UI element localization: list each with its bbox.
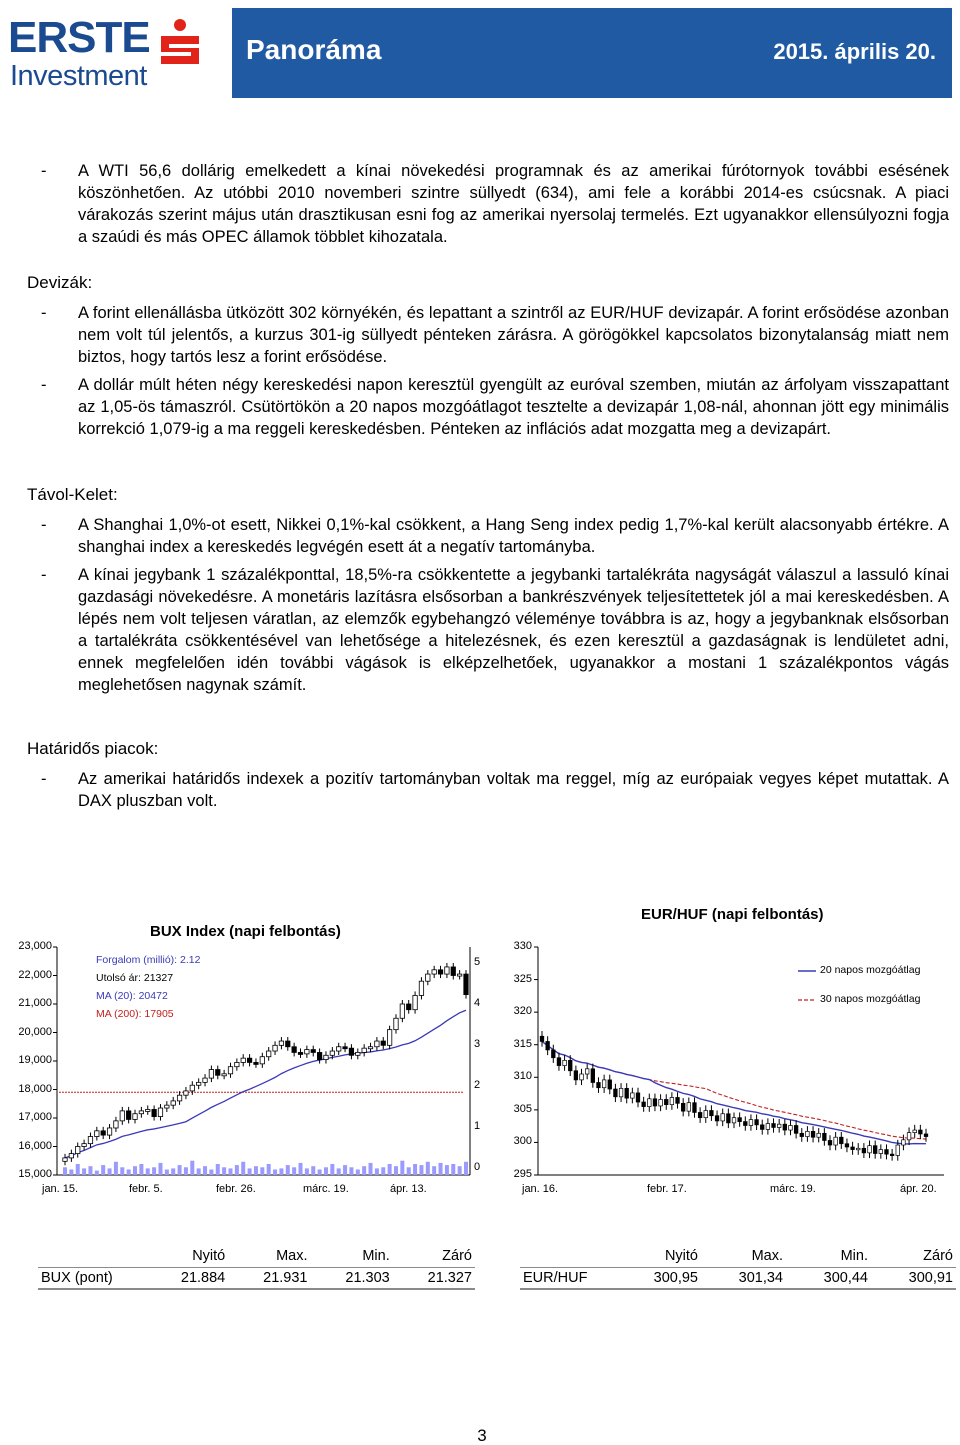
eurhuf-ma20-line — [542, 1041, 926, 1144]
bux-volume-bar — [165, 1170, 169, 1176]
bux-candle-body — [432, 970, 436, 974]
eurhuf-candle-body — [924, 1134, 928, 1137]
table-row: BUX (pont) 21.884 21.931 21.303 21.327 — [38, 1267, 475, 1289]
bux-volume-bar — [76, 1164, 80, 1175]
bux-volume-bar — [388, 1164, 392, 1175]
bux-candle-body — [69, 1154, 73, 1158]
bux-candle-body — [362, 1048, 366, 1052]
bux-volume-bar — [146, 1168, 150, 1175]
bux-volume-bar — [127, 1170, 131, 1176]
eurhuf-candle-body — [591, 1069, 595, 1083]
bux-volume-bar — [464, 1162, 468, 1175]
bux-candle-body — [311, 1050, 315, 1053]
eurhuf-candle-body — [721, 1114, 725, 1121]
bux-candle-body — [445, 967, 449, 974]
eurhuf-candle-body — [755, 1120, 759, 1125]
bux-candle-body — [216, 1070, 220, 1076]
bux-candle-body — [139, 1111, 143, 1114]
bux-volume-tick-label: 0 — [474, 1161, 481, 1173]
section-futures — [27, 738, 949, 818]
eurhuf-candle-body — [772, 1124, 776, 1128]
bux-volume-bar — [286, 1165, 290, 1175]
eurhuf-candle-body — [568, 1060, 572, 1070]
bux-chart-title: BUX Index (napi felbontás) — [150, 923, 341, 940]
bux-candle-body — [349, 1048, 353, 1055]
bux-volume-bar — [330, 1164, 334, 1175]
bux-volume-bar — [235, 1165, 239, 1175]
list-item: - Az amerikai határidős indexek a pozitív tartományban voltak ma reggel, míg az európaiak vegyes képet mutattak. A DAX pluszban volt. — [41, 770, 949, 810]
bux-quote-table — [38, 1245, 475, 1290]
eurhuf-candle-body — [659, 1099, 663, 1106]
bux-candle-body — [222, 1074, 226, 1076]
bux-candle-body — [228, 1067, 232, 1074]
eurhuf-candle-body — [823, 1133, 827, 1140]
bux-volume-bar — [228, 1168, 232, 1175]
bux-candle-body — [158, 1108, 162, 1117]
eurhuf-candle-body — [789, 1125, 793, 1130]
erste-investment-logo — [8, 14, 213, 96]
bux-legend-ma200: MA (200): 17905 — [96, 1008, 174, 1020]
eurhuf-candle-body — [585, 1069, 589, 1074]
eurhuf-candle-body — [913, 1130, 917, 1133]
eurhuf-candle-body — [636, 1093, 640, 1102]
bux-volume-bar — [63, 1167, 67, 1175]
eurhuf-candle-body — [715, 1116, 719, 1121]
bux-volume-bar — [197, 1168, 201, 1175]
eurhuf-candle-body — [845, 1144, 849, 1147]
eurhuf-candle-body — [743, 1122, 747, 1126]
bux-candle-body — [247, 1058, 251, 1062]
eurhuf-candle-body — [885, 1150, 889, 1155]
header-banner — [232, 8, 952, 98]
bux-volume-bar — [458, 1166, 462, 1175]
bux-x-tick-label: ápr. 13. — [390, 1183, 427, 1195]
bux-volume-bar — [324, 1167, 328, 1175]
bux-candle-body — [394, 1018, 398, 1029]
table-row: EUR/HUF 300,95 301,34 300,44 300,91 — [520, 1267, 956, 1289]
eurhuf-y-tick-label: 305 — [513, 1102, 532, 1115]
eurhuf-candle-body — [783, 1124, 787, 1130]
bux-volume-bar — [439, 1163, 443, 1175]
eurhuf-legend-ma20: 20 napos mozgóátlag — [820, 964, 921, 976]
bux-volume-bar — [222, 1167, 226, 1175]
section-far-east — [27, 484, 949, 702]
section-heading: Határidős piacok: — [27, 739, 159, 758]
bux-volume-bar — [254, 1166, 258, 1175]
bux-ma20-line — [65, 1010, 466, 1158]
eurhuf-candle-body — [862, 1148, 866, 1153]
bux-volume-bar — [432, 1166, 436, 1175]
bux-legend-volume: Forgalom (millió): 2.12 — [96, 954, 201, 966]
bux-candle-body — [171, 1101, 175, 1105]
eurhuf-x-tick-label: ápr. 20. — [900, 1183, 937, 1195]
eurhuf-candle-body — [919, 1130, 923, 1134]
bux-candle-body — [368, 1047, 372, 1049]
eurhuf-candle-body — [839, 1137, 843, 1144]
eurhuf-candle-body — [794, 1125, 798, 1133]
eurhuf-candle-body — [749, 1120, 753, 1126]
eurhuf-y-tick-label: 295 — [513, 1168, 532, 1180]
bux-volume-bar — [394, 1166, 398, 1175]
bux-volume-bar — [216, 1164, 220, 1175]
eurhuf-y-tick-label: 330 — [513, 940, 532, 952]
bux-candle-body — [82, 1144, 86, 1147]
bux-volume-bar — [114, 1162, 118, 1175]
bux-candle-body — [400, 1004, 404, 1018]
bux-volume-bar — [120, 1167, 124, 1175]
eurhuf-candle-body — [546, 1041, 550, 1049]
bux-volume-bar — [178, 1165, 182, 1175]
bux-volume-bar — [375, 1168, 379, 1175]
bux-candle-body — [146, 1109, 150, 1111]
bux-volume-bar — [171, 1168, 175, 1175]
bux-volume-bar — [152, 1167, 156, 1175]
bux-volume-bar — [279, 1168, 283, 1175]
eurhuf-candle-body — [800, 1133, 804, 1136]
bux-volume-bar — [101, 1165, 105, 1175]
bux-candle-body — [286, 1041, 290, 1047]
bux-volume-bar — [343, 1165, 347, 1175]
eurhuf-chart-title: EUR/HUF (napi felbontás) — [641, 906, 824, 923]
bux-candle-body — [177, 1095, 181, 1101]
eurhuf-y-tick-label: 310 — [513, 1070, 532, 1083]
bux-candle-body — [464, 974, 468, 995]
bux-volume-bar — [445, 1165, 449, 1175]
eurhuf-candle-body — [828, 1140, 832, 1145]
bux-candle-body — [419, 981, 423, 995]
list-item: - A forint ellenállásba ütközött 302 környékén, és lepattant a szintről az EUR/HUF devizapár. A forint erősödése azonban nem volt túl jelentős, a kurzus 301-ig süllyedt pénteken zárásra. A görögökkel kapcsolatos bizonytalanság miatt nem biztos, hogy tartós lesz a forint erősödése. — [41, 304, 949, 366]
bux-candle-body — [356, 1052, 360, 1055]
bux-volume-tick-label: 1 — [474, 1120, 481, 1132]
bux-candle-body — [190, 1085, 194, 1091]
eurhuf-candle-body — [710, 1111, 714, 1116]
bux-candle-body — [305, 1050, 309, 1054]
eurhuf-candle-body — [670, 1097, 674, 1104]
bux-y-tick-label: 16,000 — [18, 1139, 52, 1152]
eurhuf-x-tick-label: jan. 16. — [522, 1183, 559, 1195]
bux-candle-body — [101, 1131, 105, 1135]
bux-volume-tick-label: 4 — [474, 997, 481, 1009]
eurhuf-candle-body — [557, 1058, 561, 1066]
eurhuf-x-tick-label: márc. 19. — [770, 1183, 816, 1195]
eurhuf-candle-body — [760, 1125, 764, 1130]
eurhuf-candle-body — [693, 1103, 697, 1113]
eurhuf-candle-body — [766, 1124, 770, 1130]
eurhuf-candle-body — [851, 1147, 855, 1150]
bux-candle-body — [407, 1004, 411, 1010]
bux-candle-body — [336, 1047, 340, 1051]
eurhuf-candle-body — [642, 1102, 646, 1107]
eurhuf-candle-body — [631, 1093, 635, 1098]
bux-y-tick-label: 20,000 — [18, 1025, 52, 1038]
bux-candle-body — [107, 1128, 111, 1135]
eurhuf-candle-body — [868, 1146, 872, 1153]
bux-candle-body — [324, 1055, 328, 1059]
eurhuf-candle-body — [647, 1099, 651, 1107]
bux-volume-bar — [248, 1168, 252, 1175]
bux-candle-body — [298, 1052, 302, 1054]
logo-wordmark: ERSTE — [8, 13, 150, 62]
bux-candle-body — [196, 1082, 200, 1085]
eurhuf-candle-body — [856, 1148, 860, 1150]
eurhuf-candle-body — [676, 1097, 680, 1103]
bux-candle-body — [63, 1158, 67, 1161]
bux-volume-bar — [95, 1171, 99, 1175]
bux-volume-bar — [241, 1162, 245, 1175]
eurhuf-candle-body — [704, 1111, 708, 1118]
eurhuf-candle-body — [698, 1112, 702, 1117]
bux-candle-body — [317, 1052, 321, 1059]
eurhuf-candle-body — [653, 1099, 657, 1106]
eurhuf-candle-body — [806, 1131, 810, 1136]
eurhuf-candle-body — [681, 1103, 685, 1111]
bux-volume-bar — [407, 1167, 411, 1175]
bux-candle-body — [451, 967, 455, 976]
bux-x-tick-label: febr. 26. — [216, 1183, 256, 1195]
bux-volume-bar — [369, 1163, 373, 1175]
bux-volume-bar — [209, 1170, 213, 1176]
bux-volume-bar — [381, 1167, 385, 1175]
eurhuf-y-tick-label: 320 — [513, 1005, 532, 1018]
bux-candle-body — [266, 1051, 270, 1057]
bux-volume-bar — [362, 1166, 366, 1175]
bux-volume-bar — [133, 1166, 137, 1175]
bux-candle-body — [241, 1058, 245, 1062]
bux-y-tick-label: 23,000 — [18, 940, 52, 952]
bux-volume-bar — [139, 1164, 143, 1175]
oil-paragraph — [27, 160, 949, 254]
bux-volume-bar — [413, 1164, 417, 1175]
eurhuf-candle-body — [614, 1089, 618, 1097]
bux-candle-body — [260, 1057, 264, 1064]
bux-x-tick-label: jan. 15. — [42, 1183, 79, 1195]
bux-volume-bar — [400, 1161, 404, 1175]
bux-y-tick-label: 18,000 — [18, 1082, 52, 1095]
bux-candle-body — [95, 1131, 99, 1137]
bux-candle-body — [76, 1147, 80, 1154]
eurhuf-candle-body — [619, 1088, 623, 1096]
eurhuf-y-tick-label: 315 — [513, 1037, 532, 1050]
bux-volume-tick-label: 3 — [474, 1038, 481, 1050]
bux-volume-tick-label: 2 — [474, 1079, 481, 1091]
bux-volume-bar — [190, 1161, 194, 1175]
eurhuf-candle-body — [563, 1060, 567, 1065]
table-header-row: Nyitó Max. Min. Záró — [520, 1245, 956, 1267]
bux-candle-body — [292, 1047, 296, 1053]
eurhuf-candle-body — [879, 1150, 883, 1154]
bux-volume-bar — [451, 1164, 455, 1175]
bux-candle-body — [203, 1078, 207, 1082]
eurhuf-legend-ma30: 30 napos mozgóátlag — [820, 993, 921, 1005]
bux-y-tick-label: 15,000 — [18, 1168, 52, 1180]
bux-candle-body — [375, 1041, 379, 1047]
bux-y-tick-label: 19,000 — [18, 1054, 52, 1066]
bux-candle-body — [381, 1041, 385, 1045]
list-item: - A dollár múlt héten négy kereskedési napon keresztül gyengült az euróval szemben, miután az árfolyam visszapattant az 1,05-ös támaszról. Csütörtökön a 20 napos mozgóátlagot tesztelte a devizapár 1,08-nál, ahonnan jött egy minimális korrekció 1,079-ig a ma reggeli kereskedésben. Pénteken az inflációs adat mozgatta meg a devizapárt. — [41, 376, 949, 438]
eurhuf-candle-body — [834, 1137, 838, 1145]
bux-candle-body — [184, 1091, 188, 1095]
eurhuf-ma30-line — [542, 1041, 926, 1139]
bux-candle-body — [165, 1105, 169, 1108]
eurhuf-candle-body — [597, 1082, 601, 1087]
table-header-row: Nyitó Max. Min. Záró — [38, 1245, 475, 1267]
eurhuf-candle-body — [777, 1124, 781, 1127]
bux-volume-bar — [82, 1168, 86, 1175]
bux-volume-bar — [426, 1162, 430, 1175]
eurhuf-candle-body — [664, 1099, 668, 1104]
eurhuf-candle-body — [902, 1140, 906, 1145]
logo-subline: Investment — [10, 60, 147, 92]
bux-volume-bar — [318, 1170, 322, 1176]
bux-volume-bar — [292, 1167, 296, 1175]
bux-candle-body — [254, 1062, 258, 1064]
bux-volume-bar — [356, 1170, 360, 1176]
bux-y-tick-label: 21,000 — [18, 997, 52, 1009]
eurhuf-candle-body — [602, 1080, 606, 1088]
bux-candle-body — [126, 1111, 130, 1120]
bux-volume-bar — [184, 1167, 188, 1175]
bux-volume-tick-label: 5 — [474, 956, 481, 968]
bux-volume-bar — [158, 1163, 162, 1175]
bux-candle-body — [120, 1111, 124, 1121]
section-heading: Távol-Kelet: — [27, 485, 118, 504]
eurhuf-candle-body — [540, 1036, 544, 1041]
bux-x-tick-label: márc. 19. — [303, 1183, 349, 1195]
bux-volume-bar — [260, 1167, 264, 1175]
list-item: - A kínai jegybank 1 százalékponttal, 18,5%-ra csökkentette a jegybanki tartalékráta nagyságát válaszul a lassuló kínai gazdasági növekedésre. A monetáris lazításra elsősorban a bankrészvények teljesítettetek jól a mai kereskedésben. A lépés nem volt teljesen váratlan, az elemzők egybehangzó véleménye továbbra is az, hogy a jegybanknak elsősorban a tartalékráta csökkentésével van lehetősége a hitelezésnek, és ezen keresztül a gazdaságnak is lendületet adni, ennek megfelelően idén további vágások is elképzelhetőek, ugyanakkor a mostani 1 százalékpontos vágás meglehetősen nagynak számít. — [41, 566, 949, 694]
bux-candle-body — [413, 995, 417, 1009]
bux-candle-body — [343, 1047, 347, 1049]
eurhuf-candle-body — [896, 1145, 900, 1155]
bux-volume-bar — [299, 1163, 303, 1175]
eurhuf-x-tick-label: febr. 17. — [647, 1183, 687, 1195]
eurhuf-candle-body — [608, 1080, 612, 1089]
eurhuf-candle-body — [580, 1074, 584, 1080]
eurhuf-candle-body — [811, 1131, 815, 1137]
eurhuf-candle-body — [873, 1146, 877, 1154]
eurhuf-candle-body — [625, 1088, 629, 1098]
bux-candle-body — [209, 1070, 213, 1079]
publication-title: Panoráma — [246, 34, 382, 65]
bux-candle-body — [330, 1051, 334, 1055]
bux-volume-bar — [419, 1165, 423, 1175]
bux-x-tick-label: febr. 5. — [129, 1183, 163, 1195]
page-number: 3 — [477, 1426, 487, 1445]
bux-candle-body — [235, 1062, 239, 1066]
bux-candle-body — [133, 1114, 137, 1120]
bux-candle-body — [279, 1041, 283, 1045]
bux-legend-last: Utolsó ár: 21327 — [96, 972, 174, 984]
bux-volume-bar — [311, 1166, 315, 1175]
eurhuf-candle-body — [574, 1071, 578, 1080]
list-item: - A Shanghai 1,0%-ot esett, Nikkei 0,1%-kal csökkent, a Hang Seng index pedig 1,7%-kal került alacsonyabb értékre. A shanghai index a kereskedés legvégén esett át a negatív tartományba. — [41, 516, 949, 556]
bux-volume-bar — [337, 1168, 341, 1175]
eurhuf-y-tick-label: 325 — [513, 972, 532, 985]
section-fx — [27, 272, 949, 446]
bux-y-tick-label: 17,000 — [18, 1111, 52, 1123]
publication-date: 2015. április 20. — [773, 39, 936, 64]
eurhuf-candle-body — [687, 1103, 691, 1111]
eurhuf-candle-body — [738, 1118, 742, 1122]
bux-candle-body — [426, 974, 430, 981]
bux-candle-body — [457, 974, 461, 976]
bux-volume-bar — [273, 1170, 277, 1176]
bux-legend-ma20: MA (20): 20472 — [96, 990, 168, 1002]
eurhuf-candle-body — [732, 1118, 736, 1123]
bux-volume-bar — [108, 1168, 112, 1175]
erste-s-logo-icon — [155, 16, 205, 66]
bux-volume-bar — [203, 1166, 207, 1175]
bux-volume-bar — [69, 1170, 73, 1176]
eurhuf-y-tick-label: 300 — [513, 1135, 532, 1148]
bux-volume-bar — [305, 1168, 309, 1175]
eurhuf-candle-body — [907, 1133, 911, 1140]
bux-candle-body — [152, 1109, 156, 1116]
bux-volume-bar — [88, 1166, 92, 1175]
eurhuf-candle-body — [890, 1154, 894, 1156]
list-item: - A WTI 56,6 dollárig emelkedett a kínai növekedési programnak és az amerikai fúrótornyok további esésének köszönhetően. Az utóbbi 2010 novemberi szintre süllyedt (634), ami fele a korábbi 2014-es csúcsnak. A piaci várakozás szerint május után drasztikusan esni fog az amerikai nyersolaj termelés. Ezt ugyanakkor ellensúlyozni fogja a szaúdi és más OPEC államok többlet kihozatala. — [41, 162, 949, 246]
bux-candle-body — [438, 970, 442, 974]
bux-candle-body — [114, 1121, 118, 1128]
bux-volume-bar — [349, 1167, 353, 1175]
bux-volume-bar — [267, 1164, 271, 1175]
eurhuf-quote-table — [520, 1245, 956, 1290]
bux-candle-body — [273, 1045, 277, 1051]
section-heading: Devizák: — [27, 273, 93, 292]
bux-candle-body — [387, 1030, 391, 1046]
eurhuf-candle-body — [551, 1050, 555, 1058]
bux-y-tick-label: 22,000 — [18, 968, 52, 981]
eurhuf-candle-body — [727, 1114, 731, 1123]
eurhuf-candle-body — [817, 1133, 821, 1137]
bux-candle-body — [88, 1137, 92, 1144]
